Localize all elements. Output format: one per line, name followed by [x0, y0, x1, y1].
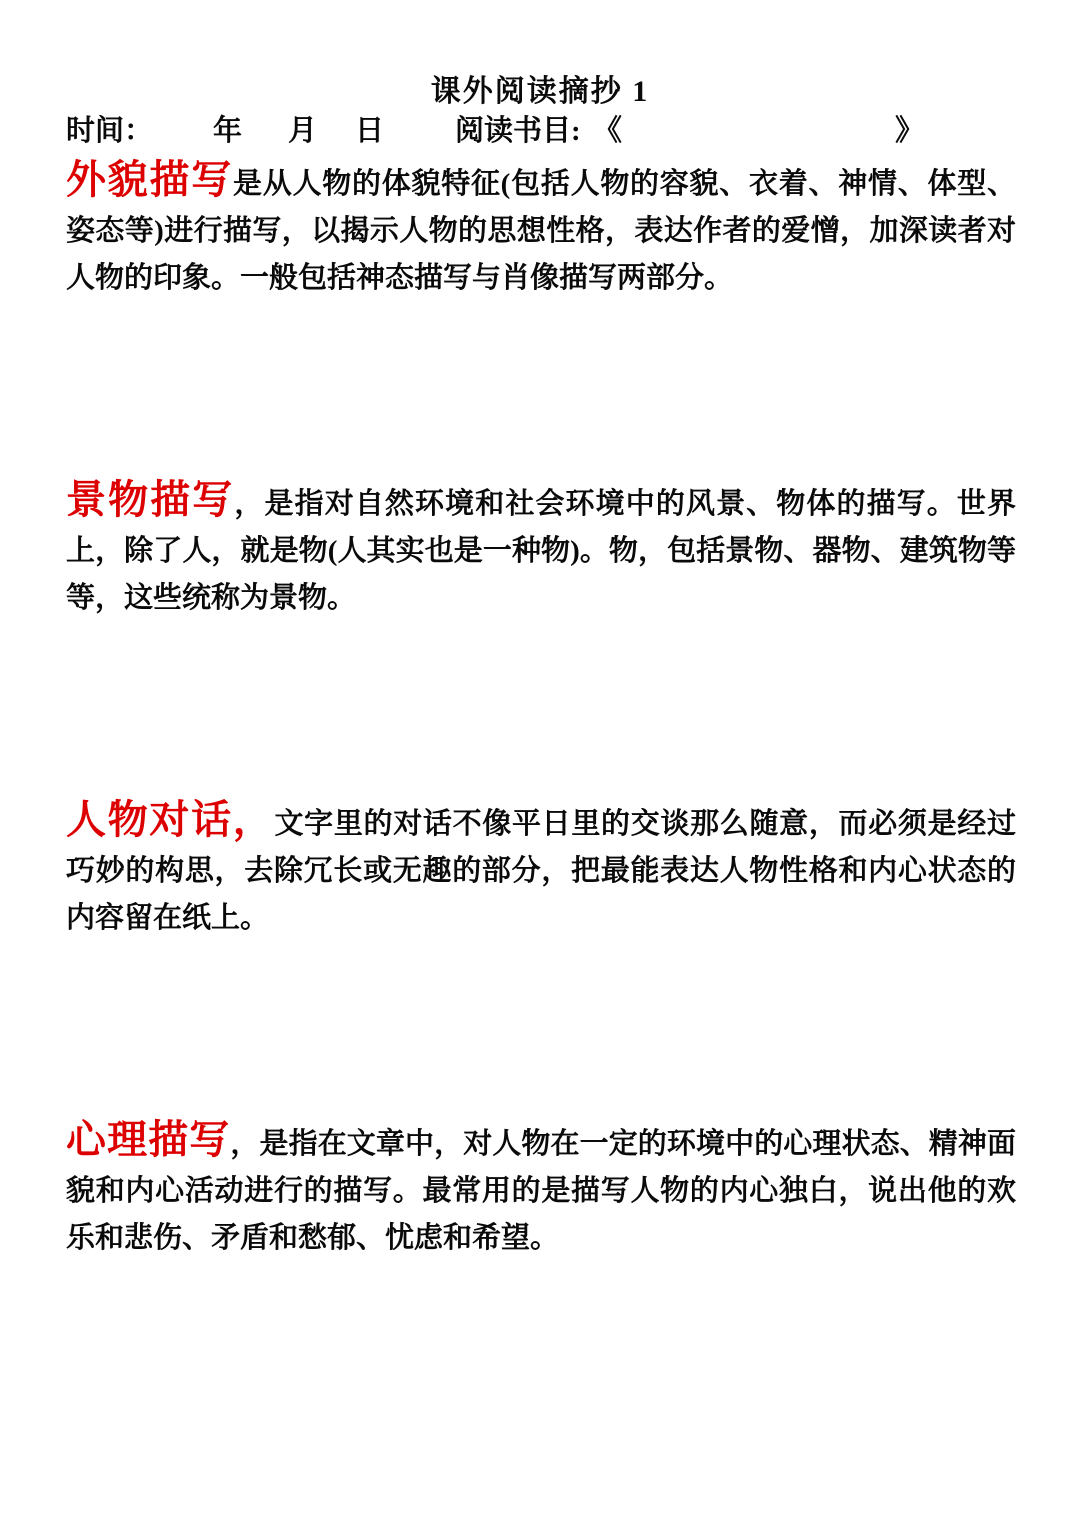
section-paragraph: [66, 476, 1016, 622]
section-paragraph: [66, 1116, 1016, 1262]
section-body-psychology: ，是指在文章中，对人物在一定的环境中的心理状态、精神面貌和内心活动进行的描写。最常用的是描写人物的内心独白，说出他的欢乐和悲伤、矛盾和愁郁、忧虑和希望。: [66, 1128, 1016, 1254]
section-paragraph: [66, 156, 1016, 302]
section-heading-appearance: 外貌描写: [66, 157, 233, 202]
month-label: 月: [288, 115, 318, 147]
section-body-dialogue: 文字里的对话不像平日里的交谈那么随意，而必须是经过巧妙的构思，去除冗长或无趣的部分，把最能表达人物性格和内心状态的内容留在纸上。: [66, 808, 1016, 934]
book-title-open-bracket: 《: [593, 115, 623, 147]
section-heading-scenery: 景物描写: [66, 477, 235, 522]
section-psychological-description: [66, 1116, 1016, 1262]
section-body-appearance: 是从人物的体貌特征(包括人物的容貌、衣着、神情、体型、姿态等)进行描写，以揭示人物的思想性格，表达作者的爱憎，加深读者对人物的印象。一般包括神态描写与肖像描写两部分。: [66, 168, 1016, 294]
year-label: 年: [213, 115, 243, 147]
section-body-scenery: ，是指对自然环境和社会环境中的风景、物体的描写。世界上，除了人，就是物(人其实也是一种物)。物，包括景物、器物、建筑物等等，这些统称为景物。: [66, 488, 1016, 614]
header-meta-row: [0, 108, 1080, 152]
section-character-dialogue: [66, 796, 1016, 942]
section-heading-psychology: 心理描写: [66, 1117, 231, 1162]
time-label: 时间：: [66, 115, 154, 147]
page-title: 课外阅读摘抄 1: [430, 75, 650, 108]
section-appearance-description: [66, 156, 1016, 302]
section-scenery-description: [66, 476, 1016, 622]
book-title-label: 阅读书目:: [455, 115, 581, 147]
day-label: 日: [355, 115, 385, 147]
section-heading-dialogue: 人物对话，: [66, 797, 275, 842]
book-title-close-bracket: 》: [895, 115, 925, 147]
section-paragraph: [66, 796, 1016, 942]
